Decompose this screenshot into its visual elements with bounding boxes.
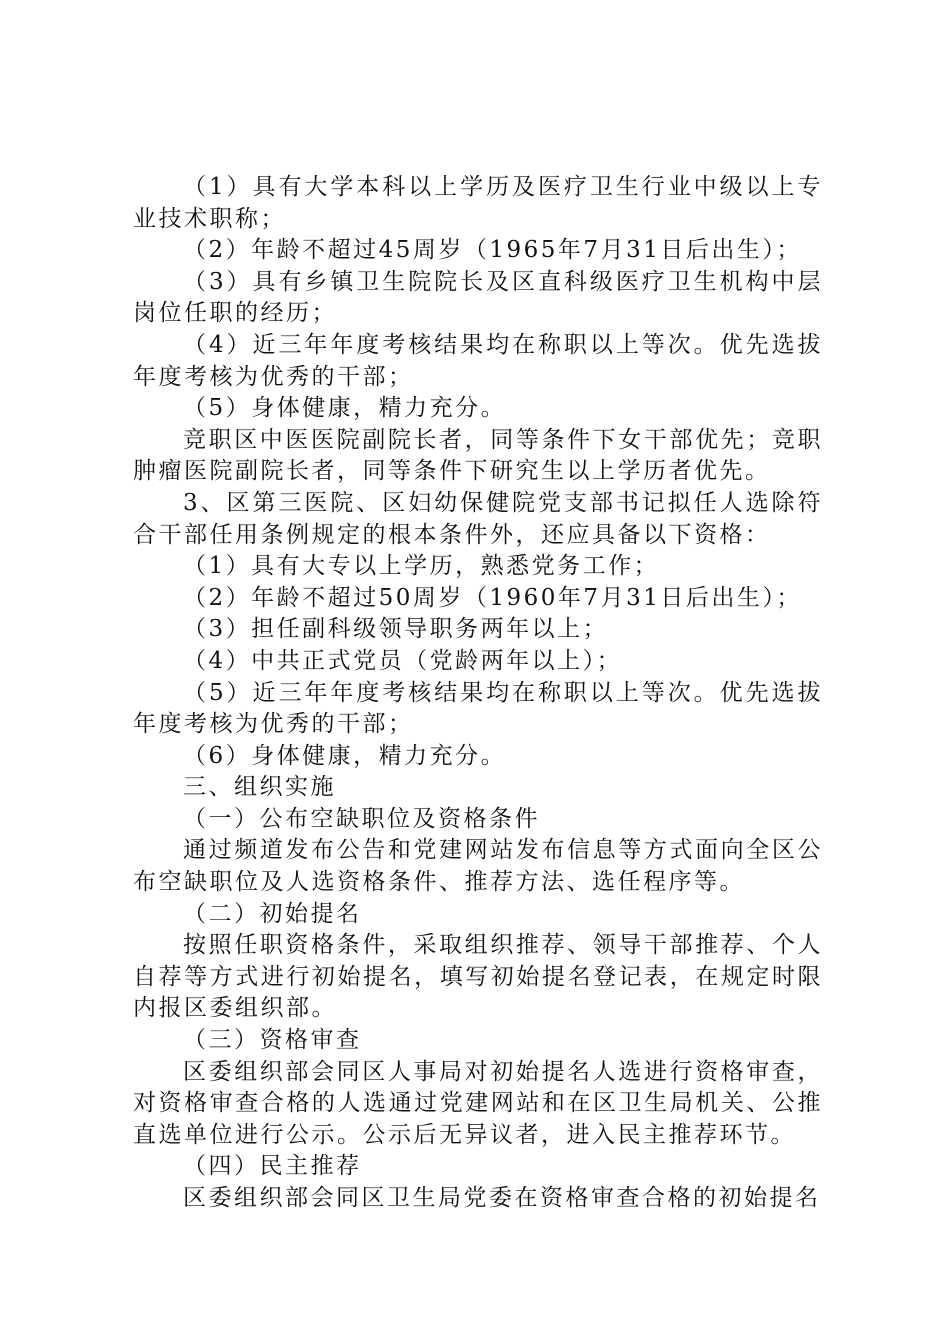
paragraph: 3、区第三医院、区妇幼保健院党支部书记拟任人选除符合干部任用条例规定的根本条件外，还应具备以下资格： (133, 489, 823, 548)
paragraph: （1）具有大学本科以上学历及医疗卫生行业中级以上专业技术职称； (133, 174, 823, 232)
subsection-heading: （三）资格审查 (183, 1027, 362, 1054)
paragraph: （4）近三年年度考核结果均在称职以上等次。优先选拔年度考核为优秀的干部； (133, 331, 823, 390)
paragraph: 区委组织部会同区人事局对初始提名人选进行资格审查，对资格审查合格的人选通过党建网站和在区卫生局机关、公推直选单位进行公示。公示后无异议者，进入民主推荐环节。 (133, 1058, 823, 1148)
paragraph: 区委组织部会同区卫生局党委在资格审查合格的初始提名 (183, 1185, 821, 1211)
paragraph: （1）具有大专以上学历，熟悉党务工作； (183, 553, 660, 580)
paragraph: （4）中共正式党员（党龄两年以上）； (183, 647, 623, 674)
paragraph: （2）年龄不超过50周岁（1960年7月31日后出生）； (183, 584, 802, 611)
paragraph: （2）年龄不超过45周岁（1965年7月31日后出生）； (183, 237, 802, 264)
paragraph: 竞职区中医医院副院长者，同等条件下女干部优先；竞职肿瘤医院副院长者，同等条件下研究生以上学历者优先。 (133, 426, 823, 485)
paragraph: （6）身体健康，精力充分。 (183, 742, 507, 769)
paragraph: 按照任职资格条件，采取组织推荐、领导干部推荐、个人自荐等方式进行初始提名，填写初始提名登记表，在规定时限内报区委组织部。 (133, 932, 823, 1022)
subsection-heading: （四）民主推荐 (183, 1153, 362, 1180)
document-body (133, 172, 823, 1215)
paragraph: （3）担任副科级领导职务两年以上； (183, 616, 609, 643)
paragraph: （5）身体健康，精力充分。 (183, 395, 507, 422)
subsection-heading: （二）初始提名 (183, 900, 362, 927)
paragraph: （5）近三年年度考核结果均在称职以上等次。优先选拔年度考核为优秀的干部； (133, 679, 823, 738)
paragraph: 通过频道发布公告和党建网站发布信息等方式面向全区公布空缺职位及人选资格条件、推荐方法、选任程序等。 (133, 837, 823, 896)
subsection-heading: （一）公布空缺职位及资格条件 (183, 805, 540, 832)
section-heading: 三、组织实施 (183, 774, 336, 801)
paragraph: （3）具有乡镇卫生院院长及区直科级医疗卫生机构中层岗位任职的经历； (133, 268, 823, 327)
